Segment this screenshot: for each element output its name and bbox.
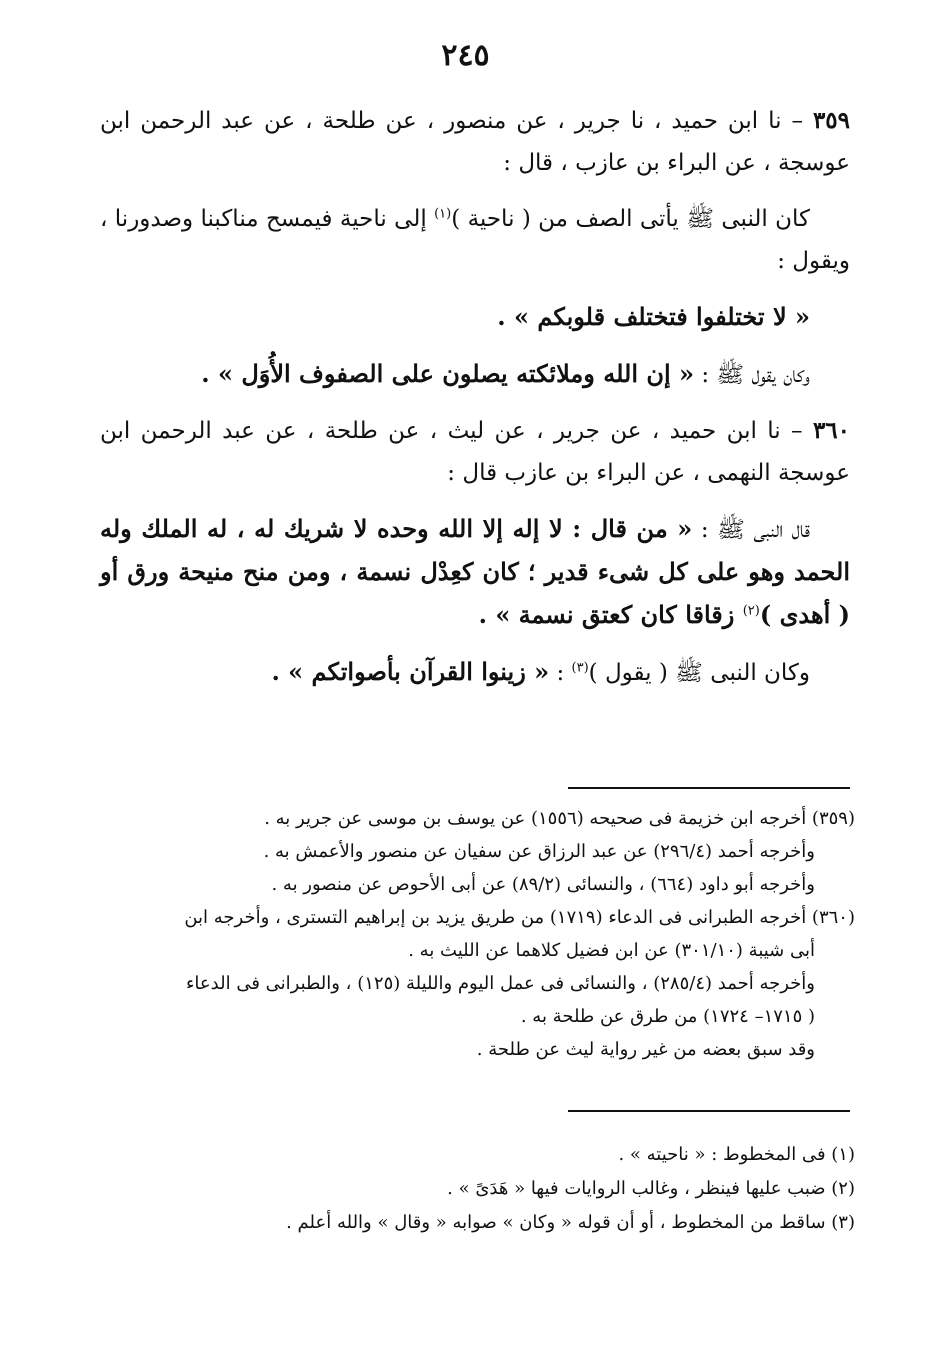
reference-line: وأخرجه أحمد (٢٩٦/٤) عن عبد الرزاق عن سفيان عن منصور والأعمش به . bbox=[263, 841, 815, 862]
matn-text: قال النبى ﷺ : bbox=[692, 517, 811, 543]
hadith-360-para-1 bbox=[100, 508, 850, 637]
hadith-359-chain bbox=[100, 100, 850, 184]
reference-divider bbox=[568, 787, 850, 789]
hadith-359-para-1 bbox=[100, 198, 850, 282]
footnote-marker: (١) bbox=[434, 206, 452, 222]
footnote-marker: (٢) bbox=[742, 603, 760, 619]
hadith-number: ٣٥٩ bbox=[812, 107, 851, 134]
reference-line: ( ١٧١٥– ١٧٢٤) من طرق عن طلحة به . bbox=[520, 1006, 815, 1027]
matn-text: إلى ناحية فيمسح مناكبنا وصدورنا ، ويقول : bbox=[100, 206, 850, 274]
reference-line: وأخرجه أحمد (٢٨٥/٤) ، والنسائى فى عمل اليوم والليلة (١٢٥) ، والطبرانى فى الدعاء bbox=[185, 973, 815, 994]
footnote: (٢) ضبب عليها فينظر ، وغالب الروايات فيها « هَدَىً » . bbox=[447, 1178, 855, 1199]
reference-line: (٣٦٠) أخرجه الطبرانى فى الدعاء (١٧١٩) من طريق يزيد بن إبراهيم التسترى ، وأخرجه ابن bbox=[184, 907, 855, 928]
page-number: ٢٤٥ bbox=[441, 38, 490, 73]
reference-line: وقد سبق بعضه من غير رواية ليث عن طلحة . bbox=[476, 1039, 815, 1060]
quoted-saying: زقاقا كان كعتق نسمة » . bbox=[478, 600, 743, 629]
footnote-divider bbox=[568, 1110, 850, 1112]
quoted-saying: « من قال : لا إله إلا الله وحده لا شريك له ، له الملك وله الحمد وهو على كل شىء قدير ؛ كان كعِدْل نسمة ، ومن منح منيحة ورق أو ( أهدى ) bbox=[100, 514, 850, 629]
references bbox=[100, 802, 855, 1066]
matn-text: وكان النبى ﷺ ( يقول ) bbox=[588, 660, 810, 686]
hadith-359-saying-1 bbox=[100, 296, 850, 339]
matn-text: وكان يقول ﷺ : bbox=[694, 362, 810, 388]
matn-text: كان النبى ﷺ يأتى الصف من ( ناحية ) bbox=[451, 206, 810, 232]
hadith-359-para-2 bbox=[100, 353, 850, 396]
reference-line: أبى شيبة (٣٠١/١٠) عن ابن فضيل كلاهما عن الليث به . bbox=[408, 940, 815, 961]
hadith-360-para-2 bbox=[100, 651, 850, 694]
isnad-text: – نا ابن حميد ، عن جرير ، عن ليث ، عن طلحة ، عن عبد الرحمن ابن عوسجة النهمى ، عن البراء بن عازب قال : bbox=[100, 418, 850, 486]
matn-text: : bbox=[549, 660, 572, 686]
reference-line: (٣٥٩) أخرجه ابن خزيمة فى صحيحه (١٥٥٦) عن يوسف بن موسى عن جرير به . bbox=[264, 808, 855, 829]
footnote: (١) فى المخطوط : « ناحيته » . bbox=[618, 1144, 855, 1165]
footnotes bbox=[100, 1138, 855, 1240]
quoted-saying: « إن الله وملائكته يصلون على الصفوف الأُوَل » . bbox=[201, 359, 695, 388]
quoted-saying: « لا تختلفوا فتختلف قلوبكم » . bbox=[497, 302, 810, 331]
hadith-number: ٣٦٠ bbox=[812, 417, 850, 444]
main-text bbox=[100, 100, 850, 708]
reference-line: وأخرجه أبو داود (٦٦٤) ، والنسائى (٨٩/٢) عن أبى الأحوص عن منصور به . bbox=[271, 874, 815, 895]
isnad-text: – نا ابن حميد ، نا جرير ، عن منصور ، عن طلحة ، عن عبد الرحمن ابن عوسجة ، عن البراء بن عازب ، قال : bbox=[100, 108, 850, 176]
hadith-360-chain bbox=[100, 410, 850, 494]
footnote-marker: (٣) bbox=[571, 660, 589, 676]
quoted-saying: « زينوا القرآن بأصواتكم » . bbox=[271, 657, 550, 686]
footnote: (٣) ساقط من المخطوط ، أو أن قوله « وكان » صوابه « وقال » والله أعلم . bbox=[286, 1212, 855, 1233]
